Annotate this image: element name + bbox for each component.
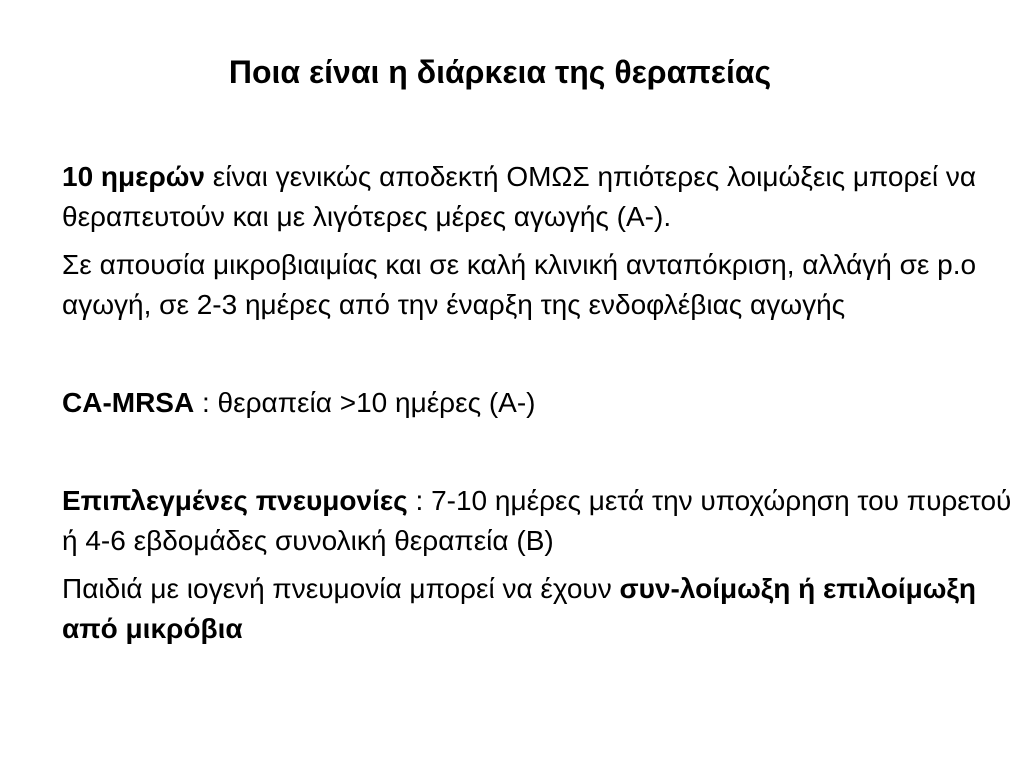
bold-phrase: 10 ημερών	[62, 161, 205, 192]
paragraph-oral-switch	[62, 245, 1022, 325]
slide-title: Ποια είναι η διάρκεια της θεραπείας	[228, 54, 772, 90]
paragraph-duration	[62, 157, 1022, 237]
paragraph-viral-coinfection	[62, 569, 1022, 649]
paragraph-text: : θεραπεία >10 ημέρες (Α-)	[194, 387, 536, 418]
bold-phrase: Επιπλεγμένες πνευμονίες	[62, 485, 408, 516]
paragraph-text: είναι γενικώς αποδεκτή ΟΜΩΣ ηπιότερες λοιμώξεις μπορεί να θεραπευτούν και με λιγότερες μέρες αγωγής (Α-).	[62, 161, 977, 232]
slide-body	[62, 157, 1022, 649]
paragraph-text: Σε απουσία μικροβιαιμίας και σε καλή κλινική ανταπόκριση, αλλάγή σε p.o αγωγή, σε 2-3 ημέρες από την έναρξη της ενδοφλέβιας αγωγής	[62, 249, 977, 320]
bold-phrase: συν-λοίμωξη ή επιλοίμωξη από μικρόβια	[62, 573, 976, 644]
paragraph-text: Παιδιά με ιογενή πνευμονία μπορεί να έχουν	[62, 573, 620, 604]
paragraph-complicated-pneumonia	[62, 481, 1022, 561]
bold-phrase: CA-MRSA	[62, 387, 195, 418]
paragraph-ca-mrsa	[62, 383, 1022, 423]
paragraph-text: : 7-10 ημέρες μετά την υποχώρηση του πυρετού ή 4-6 εβδομάδες συνολική θεραπεία (Β)	[62, 485, 1012, 556]
